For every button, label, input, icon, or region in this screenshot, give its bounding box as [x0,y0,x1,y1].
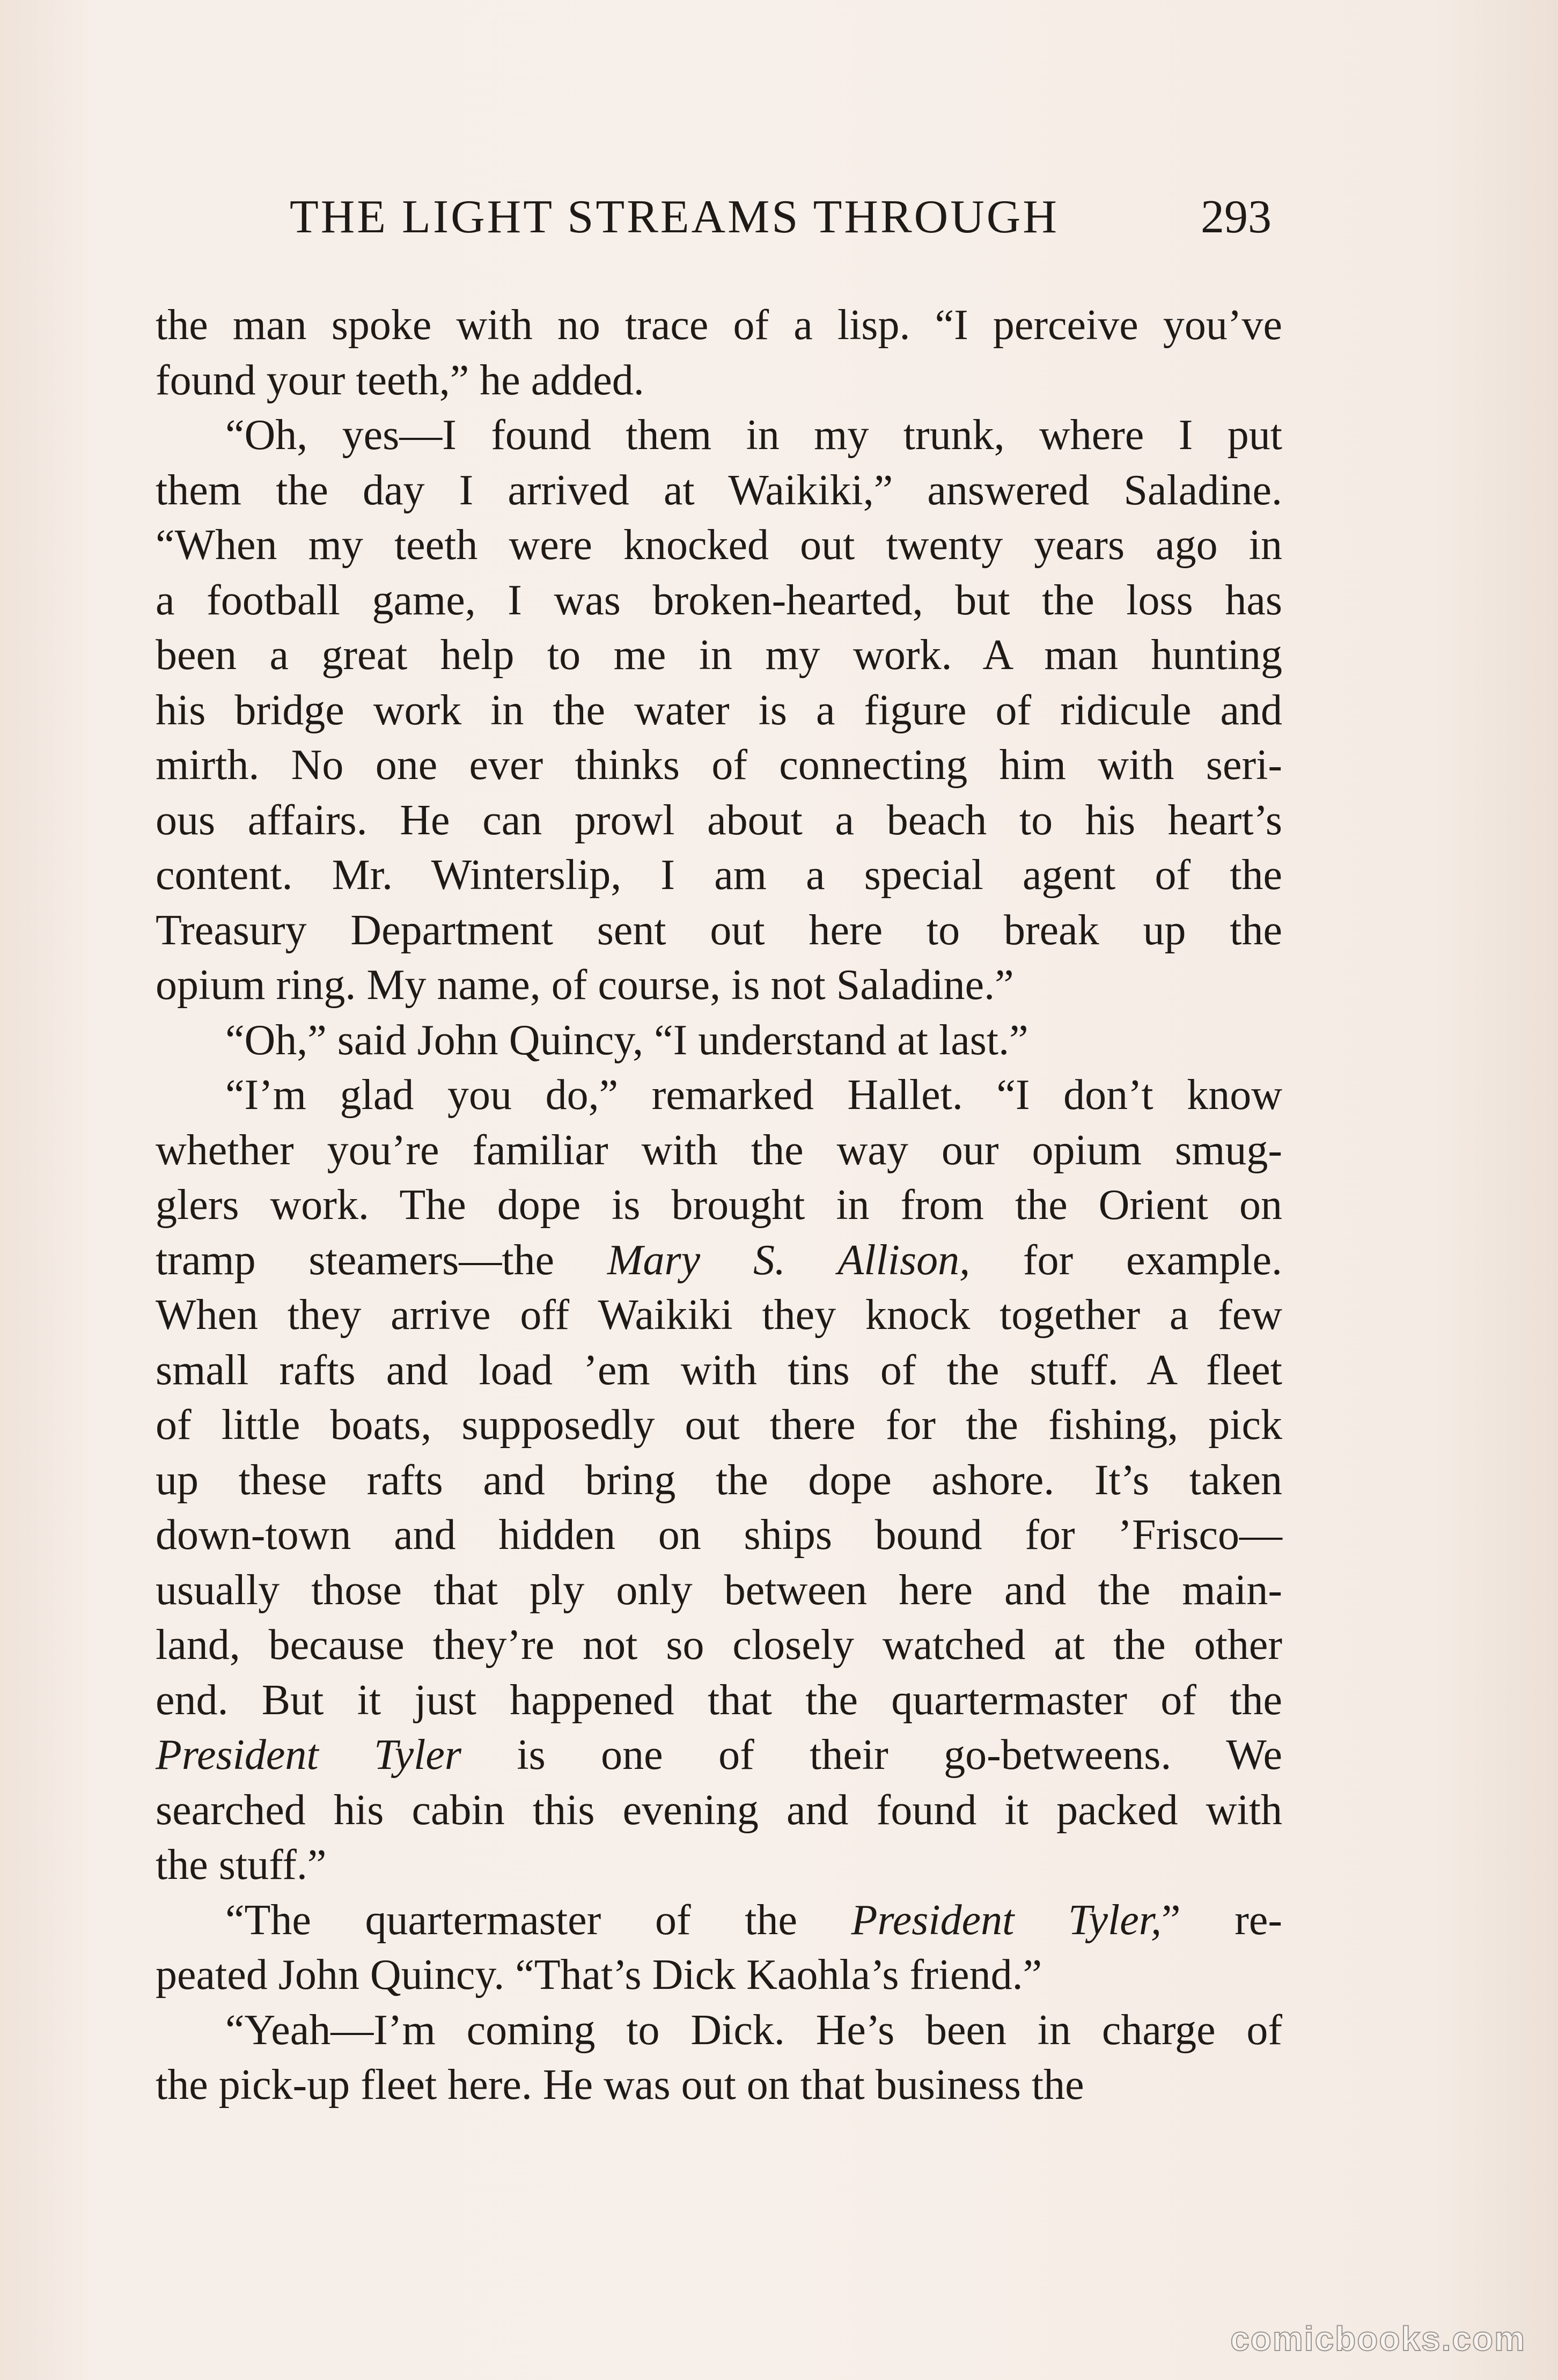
italic-title: Mary S. Allison, [607,1236,971,1284]
text-line: of little boats, supposedly out there for the fishing, pick [156,1401,1282,1449]
paragraph [156,2003,1282,2113]
text-line: “Oh, yes—I found them in my trunk, where I put [225,412,1282,459]
text-line: down-town and hidden on ships bound for ’Frisco— [156,1511,1282,1559]
text-line: “I’m glad you do,” remarked Hallet. “I don’t know [225,1071,1282,1119]
text-line: up these rafts and bring the dope ashore. It’s taken [156,1456,1282,1504]
text-line: the pick-up fleet here. He was out on that business the [156,2061,1084,2109]
text-line: a football game, I was broken-hearted, but the loss has [156,576,1282,624]
text-line: content. Mr. Winterslip, I am a special agent of the [156,851,1282,899]
paragraph [156,298,1282,408]
text-line: his bridge work in the water is a figure of ridicule and [156,686,1282,734]
text-line: the stuff.” [156,1841,327,1889]
text-line: found your teeth,” he added. [156,356,644,404]
paragraph [156,1893,1282,2003]
italic-title: President Tyler, [851,1896,1162,1944]
paragraph [156,1013,1282,1068]
page-header [290,188,1272,247]
text-line: land, because they’re not so closely watched at the other [156,1621,1282,1669]
paragraph [156,408,1282,1013]
running-head: THE LIGHT STREAMS THROUGH [290,191,1059,243]
text-line: mirth. No one ever thinks of connecting him with seri- [156,741,1282,789]
text-line: usually those that ply only between here and the main- [156,1566,1282,1614]
text-line: Treasury Department sent out here to break up the [156,906,1282,954]
text-line: peated John Quincy. “That’s Dick Kaohla’s friend.” [156,1951,1042,1999]
text-line: President Tyler is one of their go-betweens. We [156,1731,1283,1779]
text-line: been a great help to me in my work. A man hunting [156,631,1282,679]
text-line: “Yeah—I’m coming to Dick. He’s been in charge of [225,2006,1282,2054]
text-line: glers work. The dope is brought in from the Orient on [156,1181,1282,1229]
body-text [156,298,1282,2113]
text-line: “Oh,” said John Quincy, “I understand at last.” [225,1016,1028,1064]
paragraph [156,1068,1282,1893]
text-line: whether you’re familiar with the way our opium smug- [156,1126,1282,1174]
text-line: tramp steamers—the Mary S. Allison, for example. [156,1236,1283,1284]
watermark: comicbooks.com [1230,2319,1526,2358]
text-line: “When my teeth were knocked out twenty years ago in [156,521,1282,569]
text-line: ous affairs. He can prowl about a beach to his heart’s [156,796,1282,844]
text-line: the man spoke with no trace of a lisp. “I perceive you’ve [156,302,1282,349]
italic-title: President Tyler [156,1731,461,1779]
text-line: end. But it just happened that the quartermaster of the [156,1676,1282,1724]
text-line: opium ring. My name, of course, is not Saladine.” [156,961,1014,1009]
text-line: small rafts and load ’em with tins of the stuff. A fleet [156,1346,1282,1394]
text-line: “The quartermaster of the President Tyler,” re- [225,1896,1282,1944]
text-line: searched his cabin this evening and found it packed with [156,1786,1282,1834]
text-line: them the day I arrived at Waikiki,” answered Saladine. [156,466,1282,514]
text-line: When they arrive off Waikiki they knock together a few [156,1291,1282,1339]
page-number: 293 [1201,191,1272,243]
